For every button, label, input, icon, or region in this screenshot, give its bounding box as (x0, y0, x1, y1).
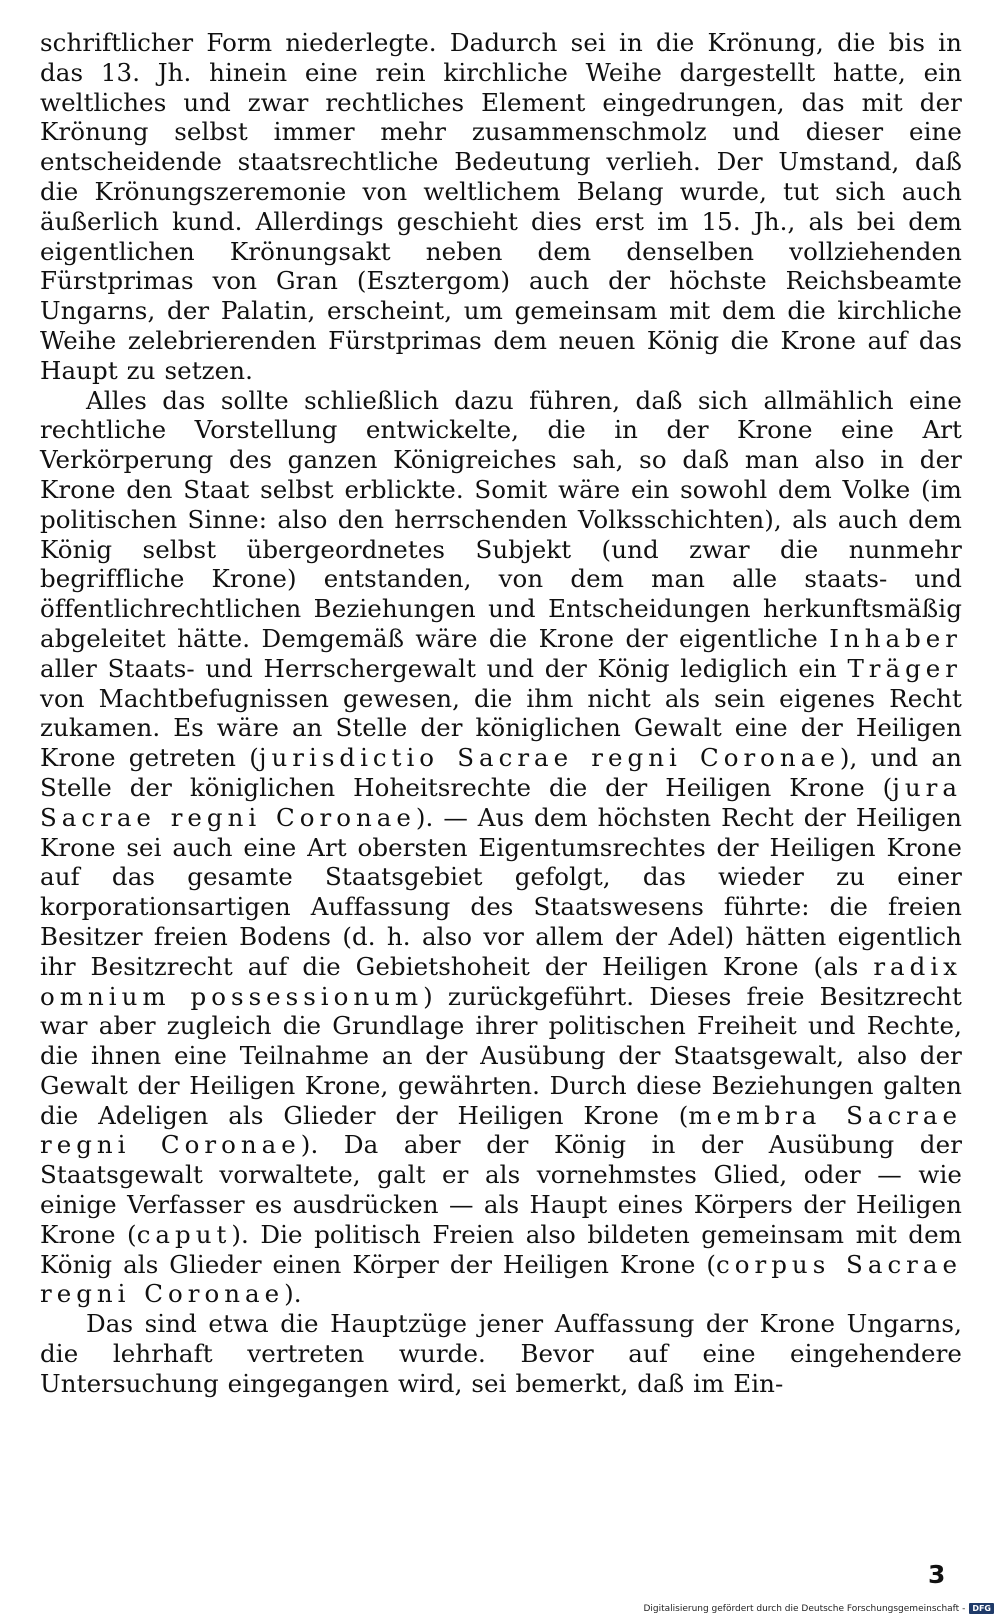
paragraph-1 (40, 28, 962, 386)
spaced-latin-term: Inhaber (829, 623, 962, 653)
paragraph-3 (40, 1309, 962, 1398)
text-run: Das sind etwa die Hauptzüge jener Auffassung der Krone Ungarns, die lehrhaft vertreten wurde. Bevor auf eine eingehendere Untersuchung eingegangen wird, sei bemerkt, daß im Ein- (40, 1309, 962, 1398)
spaced-latin-term: caput (136, 1219, 232, 1249)
footer-text: Digitalisierung gefördert durch die Deutsche Forschungsgemeinschaft - (643, 1603, 966, 1614)
digitization-footer (643, 1603, 994, 1614)
spaced-latin-term: jura Sacrae regni Coronae (40, 772, 962, 832)
paragraph-2 (40, 386, 962, 1310)
spaced-latin-term: membra Sacrae regni Coronae (40, 1100, 962, 1160)
page-number: 3 (928, 1560, 946, 1589)
spaced-latin-term: jurisdictio Sacrae regni Coronae (258, 743, 840, 773)
document-body (40, 28, 962, 1399)
text-run: ). — Aus dem höchsten Recht der Heiligen Krone sei auch eine Art obersten Eigentumsrechtes der Heiligen Krone auf das gesamte Staatsgebiet gefolgt, das wieder zu einer korporationsartigen Auffassung des Staatswesens führte: die freien Besitzer freien Bodens (d. h. also vor allem der Adel) hätten eigentlich ihr Besitzrecht auf die Gebietshoheit der Heiligen Krone (als (40, 802, 962, 981)
dfg-logo: DFG (969, 1603, 994, 1614)
spaced-latin-term: radix omnium possessionum (40, 951, 962, 1011)
text-run: schriftlicher Form niederlegte. Dadurch sei in die Krönung, die bis in das 13. Jh. hinein eine rein kirchliche Weihe dargestellt hatte, ein weltliches und zwar rechtliches Element eingedrungen, das mit der Krönung selbst immer mehr zusammenschmolz und dieser eine entscheidende staatsrechtliche Bedeutung verlieh. Der Umstand, daß die Krönungszeremonie von weltlichem Belang wurde, tut sich auch äußerlich kund. Allerdings geschieht dies erst im 15. Jh., als bei dem eigentlichen Krönungsakt neben dem denselben vollziehenden Fürstprimas von Gran (Esztergom) auch der höchste Reichsbeamte Ungarns, der Palatin, erscheint, um gemeinsam mit dem die kirchliche Weihe zelebrierenden Fürstprimas dem neuen König die Krone auf das Haupt zu setzen. (40, 28, 962, 385)
text-run: von Machtbefugnissen gewesen, die ihm nicht als sein eigenes Recht zukamen. Es wäre an Stelle der königlichen Gewalt eine der Heiligen Krone getreten ( (40, 683, 962, 773)
text-run: ), und an Stelle der königlichen Hoheitsrechte die der Heiligen Krone ( (40, 743, 963, 802)
text-run: ). Da aber der König in der Ausübung der Staatsgewalt vorwaltete, galt er als vornehmstes Glied, oder — wie einige Verfasser es ausdrücken — als Haupt eines Körpers der Heiligen Krone ( (40, 1130, 963, 1249)
text-run: Alles das sollte schließlich dazu führen, daß sich allmählich eine rechtliche Vorstellung entwickelte, die in der Krone eine Art Verkörperung des ganzen Königreiches sah, so daß man also in der Krone den Staat selbst erblickte. Somit wäre ein sowohl dem Volke (im politischen Sinne: also den herrschenden Volksschichten), als auch dem König selbst übergeordnetes Subjekt (und zwar die nunmehr begriffliche Krone) entstanden, von dem man alle staats- und öffentlichrechtlichen Beziehungen und Entscheidungen herkunftsmäßig abgeleitet hätte. Demgemäß wäre die Krone der eigentliche (40, 385, 962, 653)
text-run: aller Staats- und Herrschergewalt und der König lediglich ein (40, 653, 848, 683)
text-run: ). Die politisch Freien also bildeten gemeinsam mit dem König als Glieder einen Körper der Heiligen Krone ( (40, 1219, 962, 1279)
spaced-latin-term: corpus Sacrae regni Coronae (40, 1249, 962, 1309)
text-run: ). (284, 1279, 302, 1309)
spaced-latin-term: Träger (847, 653, 962, 683)
text-run: ) zurückgeführt. Dieses freie Besitzrecht war aber zugleich die Grundlage ihrer politischen Freiheit und Rechte, die ihnen eine Teilnahme an der Ausübung der Staatsgewalt, also der Gewalt der Heiligen Krone, gewährten. Durch diese Beziehungen galten die Adeligen als Glieder der Heiligen Krone ( (40, 981, 963, 1130)
